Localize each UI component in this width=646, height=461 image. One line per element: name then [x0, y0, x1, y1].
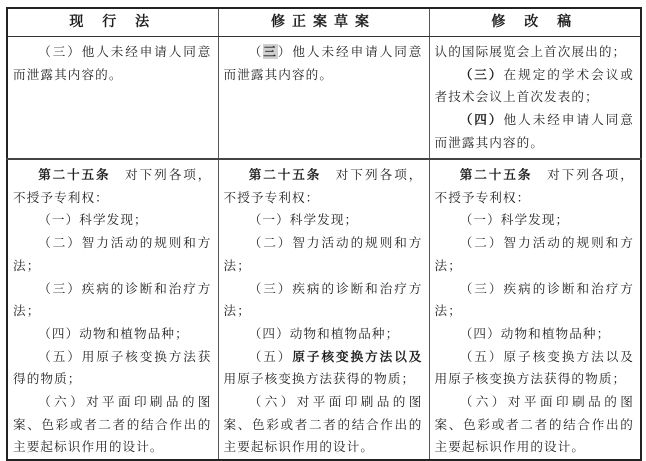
- list-item: （六）对平面印刷品的图案、色彩或者二者的结合作出的主要起标识作用的设计。: [434, 394, 634, 455]
- article-heading: [435, 164, 635, 209]
- clause-text: [435, 109, 635, 154]
- list-item: （二）智力活动的规则和方法；: [13, 235, 212, 273]
- header-current-law: 现 行 法: [7, 8, 218, 37]
- list-item: （三）疾病的诊断和治疗方法；: [223, 280, 423, 319]
- bold-number: （三）: [459, 66, 504, 82]
- clause-text: （三）他人未经申请人同意而泄露其内容的。: [13, 44, 212, 82]
- cell-draft-amendment: [218, 37, 429, 160]
- clause-rest: 他人未经申请人同意而泄露其内容的。: [223, 44, 423, 82]
- header-draft-amendment: 修正案草案: [218, 8, 429, 37]
- item-rest: 用原子核变换方法获得的物质；: [223, 371, 416, 387]
- table-row: [7, 159, 641, 460]
- article-number: 第二十五条: [248, 167, 322, 182]
- list-item: （二）智力活动的规则和方法；: [434, 235, 634, 273]
- article-text: 对下列各项，不授予专利权：: [223, 167, 423, 205]
- highlighted-number: 三: [263, 44, 278, 59]
- cell-current-law: [7, 37, 218, 160]
- clause-text: 认的国际展览会上首次展出的；: [434, 44, 627, 59]
- bold-number: （四）: [459, 112, 504, 128]
- article-number: 第二十五条: [459, 167, 533, 182]
- list-item: [224, 346, 423, 391]
- article-text: 对下列各项，不授予专利权：: [13, 167, 212, 205]
- list-item: （三）疾病的诊断和治疗方法；: [434, 280, 634, 319]
- cell-current-law: [7, 159, 218, 460]
- list-item: （四）动物和植物品种；: [38, 325, 189, 341]
- list-item: （六）对平面印刷品的图案、色彩或者二者的结合作出的主要起标识作用的设计。: [13, 394, 212, 455]
- clause-text: （三）他人未经申请人同意而泄露其内容的。: [223, 44, 423, 82]
- list-item: （三）疾病的诊断和治疗方法；: [13, 280, 212, 319]
- item-prefix: （五）: [248, 348, 293, 364]
- article-heading: [224, 164, 423, 209]
- cell-draft-amendment: [218, 159, 429, 460]
- clause-text: [435, 64, 635, 109]
- comparison-table-page: [6, 7, 640, 455]
- list-item: （五）用原子核变换方法获得的物质；: [13, 348, 212, 387]
- cell-revised-draft: [429, 159, 641, 460]
- list-item: （四）动物和植物品种；: [459, 325, 611, 341]
- article-number: 第二十五条: [38, 167, 111, 182]
- header-row: [7, 8, 641, 37]
- law-comparison-table: [6, 7, 642, 461]
- list-item: （五）原子核变换方法以及用原子核变换方法获得的物质；: [434, 348, 634, 387]
- article-text: 对下列各项，不授予专利权：: [434, 167, 634, 205]
- clause-rest: 他人未经申请人同意而泄露其内容的。: [434, 112, 634, 150]
- list-item: （一）科学发现；: [459, 212, 570, 228]
- cell-revised-draft: [429, 37, 641, 160]
- list-item: （四）动物和植物品种；: [248, 325, 400, 341]
- article-heading: [13, 164, 212, 209]
- table-row: [7, 37, 641, 160]
- header-revised-draft: 修 改 稿: [429, 8, 641, 37]
- list-item: （二）智力活动的规则和方法；: [223, 235, 423, 273]
- list-item: （一）科学发现；: [38, 212, 148, 228]
- clause-rest: 在规定的学术会议或者技术会议上首次发表的；: [434, 66, 634, 105]
- inserted-text: 原子核变换方法以及: [292, 348, 423, 364]
- list-item: （一）科学发现；: [248, 212, 359, 228]
- list-item: （六）对平面印刷品的图案、色彩或者二者的结合作出的主要起标识作用的设计。: [223, 394, 423, 455]
